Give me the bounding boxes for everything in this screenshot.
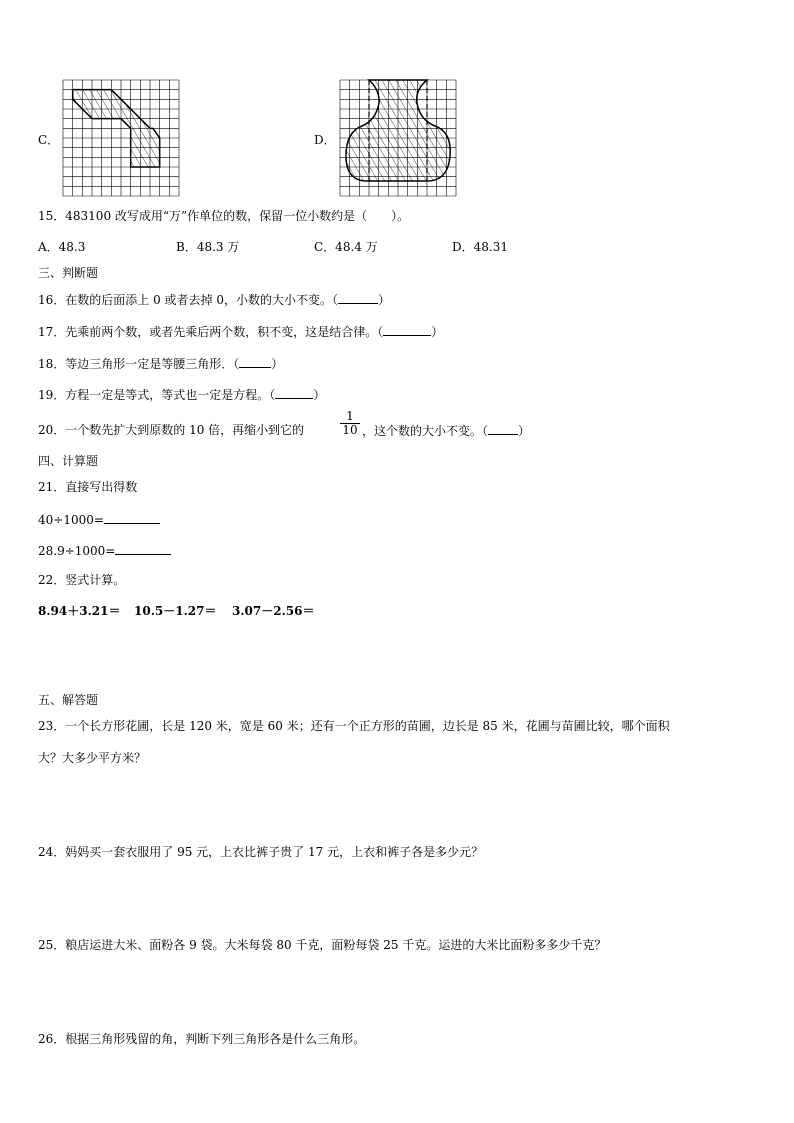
q18-close: ） — [271, 357, 284, 371]
q21-answer-blank-2[interactable] — [115, 543, 171, 555]
q19-close: ） — [313, 388, 326, 402]
q16-close: ） — [378, 293, 391, 307]
q16-answer-blank[interactable] — [338, 292, 378, 304]
section-4-title: 四、计算题 — [38, 454, 99, 468]
q21-title: 21．直接写出得数 — [38, 480, 138, 494]
section-3-title: 三、判断题 — [38, 266, 99, 280]
q18-text: 18．等边三角形一定是等腰三角形．（ — [38, 357, 240, 371]
q21-expr-2: 28.9÷1000= — [38, 544, 116, 558]
q20-answer-blank[interactable] — [488, 423, 518, 435]
q20-close: ） — [518, 424, 531, 438]
q15-option-b: B．48.3 万 — [176, 240, 240, 254]
q15-option-c: C．48.4 万 — [314, 240, 378, 254]
q22-title: 22．竖式计算。 — [38, 573, 126, 587]
q16 — [38, 292, 390, 307]
q17-answer-blank[interactable] — [383, 324, 431, 336]
q25-text: 25．粮店运进大米、面粉各 9 袋。大米每袋 80 千克，面粉每袋 25 千克。运进的大米比面粉多多少千克？ — [38, 938, 607, 952]
option-d-shape — [346, 80, 450, 181]
option-c-grid-figure — [63, 80, 179, 196]
q15-text: 15．483100 改写成用“万”作单位的数，保留一位小数约是（ ）。 — [38, 209, 410, 223]
q26-text: 26．根据三角形残留的角，判断下列三角形各是什么三角形。 — [38, 1032, 366, 1046]
q19 — [38, 387, 325, 402]
q22-expr-2: 10.5－1.27＝ — [134, 604, 217, 618]
q17-close: ） — [431, 325, 444, 339]
option-d-label: D． — [314, 133, 336, 147]
q20-text-before: 20．一个数先扩大到原数的 10 倍，再缩小到它的 — [38, 423, 305, 437]
option-d-grid-figure — [340, 80, 456, 196]
q19-text: 19．方程一定是等式，等式也一定是方程。（ — [38, 388, 276, 402]
q20-fraction — [340, 410, 360, 437]
q21-expr-1: 40÷1000= — [38, 513, 104, 527]
q16-text: 16．在数的后面添上 0 或者去掉 0，小数的大小不变。（ — [38, 293, 338, 307]
q20-tail — [362, 423, 530, 438]
q24-text: 24．妈妈买一套衣服用了 95 元，上衣比裤子贵了 17 元，上衣和裤子各是多少元？ — [38, 845, 484, 859]
option-c-label: C． — [38, 133, 60, 147]
q15-option-d: D．48.31 — [452, 240, 508, 254]
q18-answer-blank[interactable] — [239, 356, 271, 368]
q23-line-1: 23．一个长方形花圃，长是 120 米，宽是 60 米；还有一个正方形的苗圃，边长是 85 米，花圃与苗圃比较，哪个面积 — [38, 719, 670, 733]
q23-line-2: 大？大多少平方米？ — [38, 751, 147, 765]
q15-option-a: A．48.3 — [38, 240, 86, 254]
q17 — [38, 324, 443, 339]
q17-text: 17．先乘前两个数，或者先乘后两个数，积不变，这是结合律。（ — [38, 325, 384, 339]
q18 — [38, 356, 283, 371]
q21-answer-blank-1[interactable] — [104, 512, 160, 524]
q22-expr-3: 3.07－2.56＝ — [232, 604, 315, 618]
q22-expr-1: 8.94＋3.21＝ — [38, 604, 121, 618]
section-5-title: 五、解答题 — [38, 693, 99, 707]
q20-fraction-numerator: 1 — [340, 410, 360, 424]
q19-answer-blank[interactable] — [275, 387, 313, 399]
q21-line-2 — [38, 543, 171, 558]
q20-text-after: ，这个数的大小不变。（ — [362, 424, 489, 438]
q20-fraction-denominator: 10 — [342, 423, 358, 437]
q21-line-1 — [38, 512, 160, 527]
